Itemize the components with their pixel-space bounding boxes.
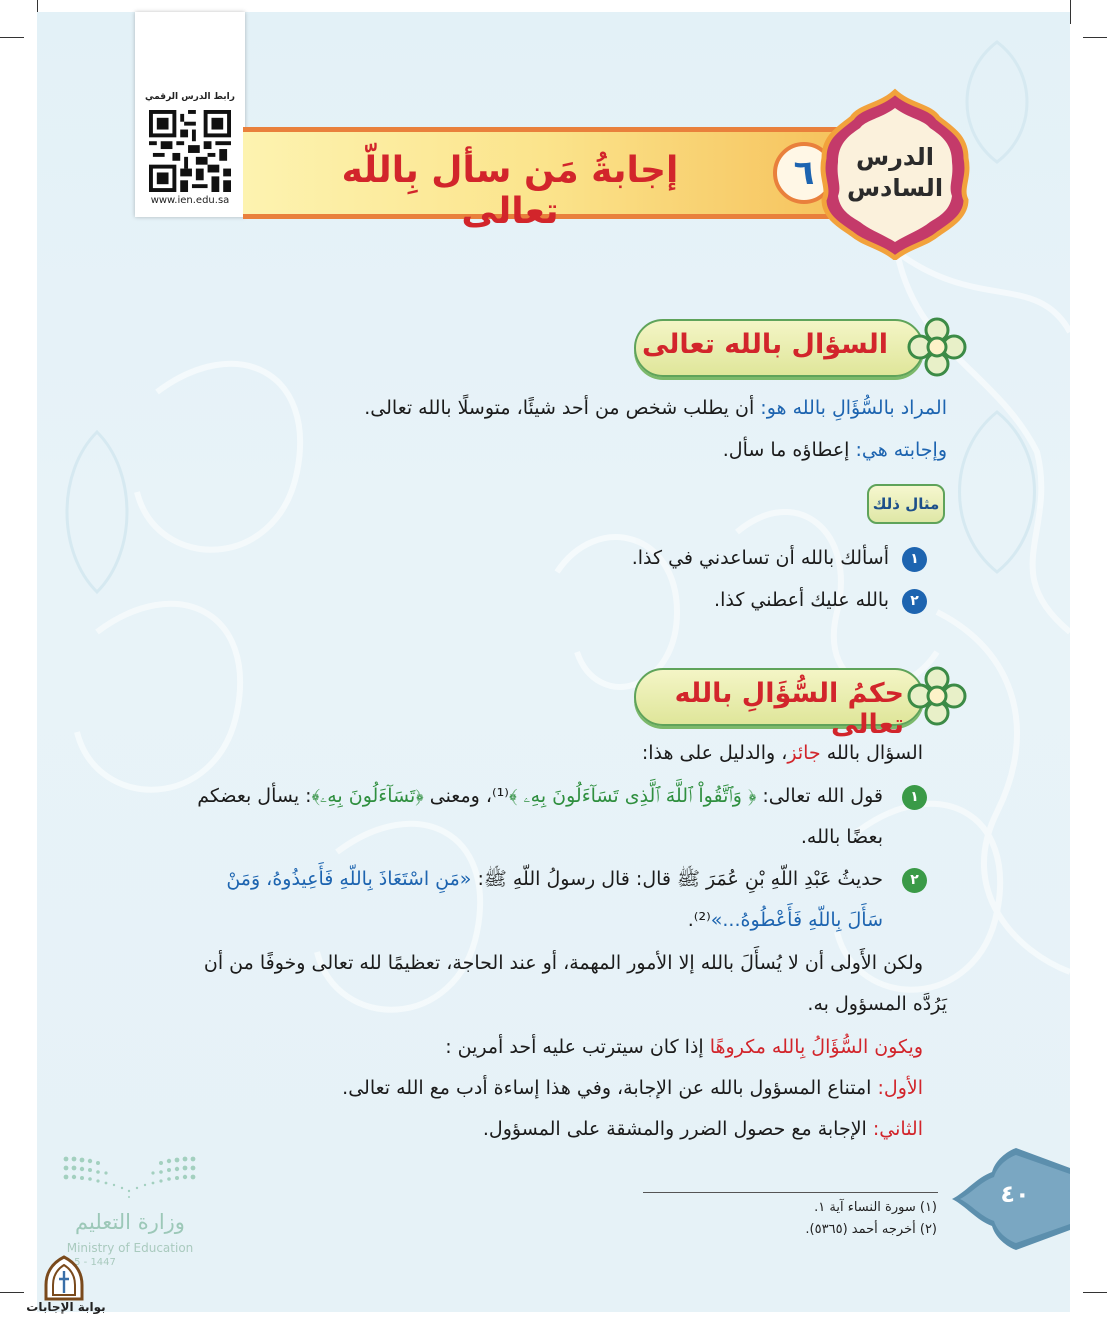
qr-label: رابط الدرس الرقمي <box>145 92 235 102</box>
page-number: ٤٠ <box>1000 1180 1030 1208</box>
answer-line <box>723 430 947 471</box>
example-number-badge: ١ <box>902 547 927 572</box>
second-case-label: الثاني: <box>872 1118 923 1140</box>
ministry-logo-icon <box>62 1155 197 1205</box>
evidence-quran-line <box>197 776 883 817</box>
lesson-number: ٦ <box>773 142 835 204</box>
hadith-text-end: سَأَلَ بِاللّهِ فَأَعْطُوهُ...» <box>710 909 883 931</box>
first-case-line <box>342 1068 923 1109</box>
example-number-badge: ٢ <box>902 589 927 614</box>
qr-url[interactable]: www.ien.edu.sa <box>150 195 230 206</box>
gateway-logo-icon[interactable] <box>42 1255 86 1301</box>
definition-text: أن يطلب شخص من أحد شيئًا، متوسلًا بالله تعالى. <box>364 397 761 419</box>
note-line: يَرُدَّه المسؤول به. <box>807 993 947 1015</box>
crop-mark <box>1083 1292 1107 1293</box>
hadith-text: «مَنِ اسْتَعَاذَ بِاللّهِ فَأَعِيذُوهُ، وَمَنْ <box>226 868 472 890</box>
answer-text: إعطاؤه ما سأل. <box>722 439 856 461</box>
example-item: بالله عليك أعطني كذا. <box>714 589 889 611</box>
ruling-permissible: جائز <box>787 742 821 764</box>
ruling-intro-end: ، والدليل على هذا: <box>641 742 788 764</box>
ruling-intro-start: السؤال بالله <box>820 742 923 764</box>
section-title-asking-by-allah: السؤال بالله تعالى <box>641 329 888 360</box>
first-case-text: امتناع المسؤول بالله عن الإجابة، وفي هذا إساءة أدب مع الله تعالى. <box>342 1077 878 1099</box>
crop-mark <box>0 1292 24 1293</box>
first-case-label: الأول: <box>877 1077 923 1099</box>
makruh-label: ويكون السُّؤَالُ بِالله مكروهًا <box>709 1036 923 1058</box>
footnote: (٢) أخرجه أحمد (٥٣٦٥). <box>805 1222 937 1237</box>
example-tag: مثال ذلك <box>867 484 945 524</box>
evidence-hadith-intro: حديثُ عَبْدِ اللّهِ بْنِ عُمَرَ ﷺ قال: قال رسولُ اللّهِ ﷺ: <box>471 868 883 890</box>
evidence-number-badge: ٢ <box>902 868 927 893</box>
ministry-year: 5 - 1447 <box>74 1257 116 1268</box>
footnote: (١) سورة النساء آية ١. <box>814 1200 937 1215</box>
evidence-quran-mid: ⁽¹⁾، ومعنى <box>423 785 509 807</box>
ruling-intro <box>642 733 923 774</box>
hadith-footnote-ref: ⁽²⁾. <box>687 909 711 931</box>
crop-mark <box>1070 0 1071 24</box>
gateway-label[interactable]: بوابة الإجابات <box>26 1300 106 1314</box>
definition-line <box>364 388 947 429</box>
qr-card[interactable] <box>135 12 245 217</box>
second-case-text: الإجابة مع حصول الضرر والمشقة على المسؤول. <box>482 1118 873 1140</box>
crop-mark <box>0 37 24 38</box>
makruh-text: إذا كان سيترتب عليه أحد أمرين : <box>445 1036 710 1058</box>
flower-ornament-icon <box>906 665 968 727</box>
evidence-number-badge: ١ <box>902 785 927 810</box>
evidence-hadith-line <box>226 859 883 900</box>
section-title-ruling: حكمُ السُّؤَالِ بالله تعالى <box>674 678 904 740</box>
makruh-line <box>445 1027 923 1068</box>
quran-verse: ﴿ وَٱتَّقُواْ ٱللَّهَ ٱلَّذِى تَسَآءَلُونَ بِهِۦ ﴾ <box>508 785 757 807</box>
lesson-title: إجابةُ مَن سأل بِاللّه تعالى <box>341 150 679 232</box>
lesson-badge-label: الدرس السادس <box>846 143 944 202</box>
evidence-quran-meaning: : يسأل بعضكم <box>197 785 312 807</box>
definition-label: المراد بالسُّؤَالِ بالله هو: <box>760 397 947 419</box>
evidence-quran-line2: بعضًا بالله. <box>800 826 883 848</box>
answer-label: وإجابته هي: <box>855 439 947 461</box>
ministry-name-english: Ministry of Education <box>66 1241 194 1255</box>
flower-ornament-icon <box>906 316 968 378</box>
second-case-line <box>483 1109 923 1150</box>
crop-mark <box>1083 37 1107 38</box>
footnote-divider <box>643 1192 938 1193</box>
evidence-hadith-line2 <box>688 900 883 941</box>
quran-word: ﴿تَسَآءَلُونَ بِهِۦ﴾ <box>311 785 424 807</box>
qr-code-icon[interactable] <box>149 110 231 192</box>
example-item: أسألك بالله أن تساعدني في كذا. <box>631 547 889 569</box>
ministry-name-arabic: وزارة التعليم <box>75 1210 185 1234</box>
note-line: ولكن الأَولى أن لا يُسأَلَ بالله إلا الأمور المهمة، أو عند الحاجة، تعظيمًا لله تعالى وخوفًا من أن <box>203 952 923 974</box>
evidence-quran-intro: قول الله تعالى: <box>756 785 883 807</box>
